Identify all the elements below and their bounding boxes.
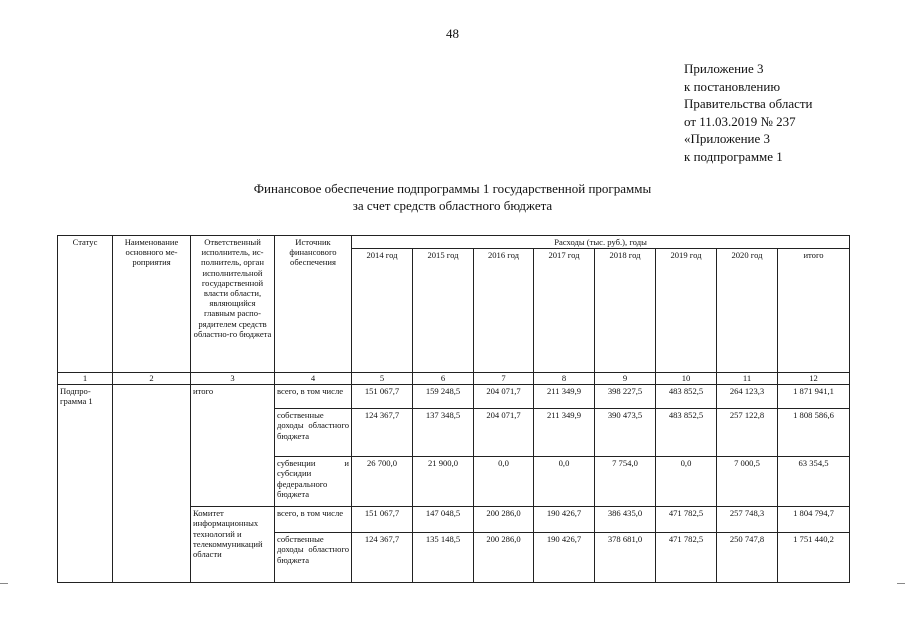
source-cell: всего, в том числе xyxy=(275,507,352,533)
value-cell: 390 473,5 xyxy=(595,409,656,457)
value-cell: 159 248,5 xyxy=(413,385,474,409)
value-cell: 135 148,5 xyxy=(413,533,474,583)
value-cell: 378 681,0 xyxy=(595,533,656,583)
value-cell: 471 782,5 xyxy=(656,533,717,583)
value-cell: 211 349,9 xyxy=(534,409,595,457)
value-cell: 190 426,7 xyxy=(534,507,595,533)
source-cell: собственные доходы областного бюджета xyxy=(275,533,352,583)
appendix-line: «Приложение 3 xyxy=(684,131,771,146)
title-line-2: за счет средств областного бюджета xyxy=(352,198,553,213)
appendix-line: Правительства области xyxy=(684,96,813,111)
header-expenses: Расходы (тыс. руб.), годы xyxy=(352,236,850,249)
value-cell: 386 435,0 xyxy=(595,507,656,533)
value-cell: 124 367,7 xyxy=(352,533,413,583)
scan-edge-mark xyxy=(897,583,905,584)
title-line-1: Финансовое обеспечение подпрограммы 1 государственной программы xyxy=(253,181,652,196)
value-cell: 26 700,0 xyxy=(352,457,413,507)
column-index: 2 xyxy=(113,373,191,385)
header-total: итого xyxy=(778,249,850,373)
total-cell: 1 808 586,6 xyxy=(778,409,850,457)
header-year: 2017 год xyxy=(534,249,595,373)
header-executor: Ответственный исполнитель, ис-полнитель, орган исполнительной государственной власти области, являющийся главным распо-рядителем средств областно-го бюджета xyxy=(191,236,275,373)
column-index: 8 xyxy=(534,373,595,385)
value-cell: 0,0 xyxy=(656,457,717,507)
page-number: 48 xyxy=(446,26,459,41)
column-index: 9 xyxy=(595,373,656,385)
value-cell: 250 747,8 xyxy=(717,533,778,583)
value-cell: 398 227,5 xyxy=(595,385,656,409)
value-cell: 7 754,0 xyxy=(595,457,656,507)
value-cell: 483 852,5 xyxy=(656,385,717,409)
header-name: Наименование основного ме-роприятия xyxy=(113,236,191,373)
value-cell: 190 426,7 xyxy=(534,533,595,583)
total-cell: 1 871 941,1 xyxy=(778,385,850,409)
total-cell: 1 751 440,2 xyxy=(778,533,850,583)
column-index: 3 xyxy=(191,373,275,385)
column-index: 1 xyxy=(58,373,113,385)
header-status: Статус xyxy=(58,236,113,373)
source-cell: всего, в том числе xyxy=(275,385,352,409)
value-cell: 124 367,7 xyxy=(352,409,413,457)
value-cell: 211 349,9 xyxy=(534,385,595,409)
value-cell: 0,0 xyxy=(474,457,534,507)
total-cell: 1 804 794,7 xyxy=(778,507,850,533)
scan-edge-mark xyxy=(0,583,8,584)
value-cell: 200 286,0 xyxy=(474,533,534,583)
value-cell: 151 067,7 xyxy=(352,385,413,409)
header-year: 2018 год xyxy=(595,249,656,373)
column-index-row xyxy=(58,373,850,385)
financing-table xyxy=(57,235,850,583)
header-year: 2020 год xyxy=(717,249,778,373)
value-cell: 200 286,0 xyxy=(474,507,534,533)
column-index: 10 xyxy=(656,373,717,385)
executor-cell: итого xyxy=(191,385,275,507)
header-source: Источник финансового обеспечения xyxy=(275,236,352,373)
value-cell: 204 071,7 xyxy=(474,385,534,409)
column-index: 5 xyxy=(352,373,413,385)
name-cell xyxy=(113,385,191,583)
value-cell: 204 071,7 xyxy=(474,409,534,457)
value-cell: 151 067,7 xyxy=(352,507,413,533)
value-cell: 471 782,5 xyxy=(656,507,717,533)
value-cell: 257 122,8 xyxy=(717,409,778,457)
value-cell: 147 048,5 xyxy=(413,507,474,533)
column-index: 11 xyxy=(717,373,778,385)
table-row xyxy=(58,385,850,409)
value-cell: 137 348,5 xyxy=(413,409,474,457)
column-index: 6 xyxy=(413,373,474,385)
column-index: 7 xyxy=(474,373,534,385)
value-cell: 257 748,3 xyxy=(717,507,778,533)
value-cell: 7 000,5 xyxy=(717,457,778,507)
column-index: 4 xyxy=(275,373,352,385)
header-year: 2019 год xyxy=(656,249,717,373)
appendix-line: Приложение 3 xyxy=(684,61,764,76)
value-cell: 21 900,0 xyxy=(413,457,474,507)
header-year: 2014 год xyxy=(352,249,413,373)
value-cell: 483 852,5 xyxy=(656,409,717,457)
column-index: 12 xyxy=(778,373,850,385)
status-cell: Подпро-грамма 1 xyxy=(58,385,113,583)
appendix-line: от 11.03.2019 № 237 xyxy=(684,113,796,129)
appendix-line: к подпрограмме 1 xyxy=(684,148,783,164)
value-cell: 0,0 xyxy=(534,457,595,507)
value-cell: 264 123,3 xyxy=(717,385,778,409)
total-cell: 63 354,5 xyxy=(778,457,850,507)
header-year: 2016 год xyxy=(474,249,534,373)
document-title xyxy=(0,180,905,214)
appendix-block xyxy=(684,60,884,165)
header-year: 2015 год xyxy=(413,249,474,373)
executor-cell: Комитет информационных технологий и телекоммуникаций области xyxy=(191,507,275,583)
appendix-line: к постановлению xyxy=(684,78,781,94)
source-cell: субвенции и субсидии федерального бюджета xyxy=(275,457,352,507)
source-cell: собственные доходы областного бюджета xyxy=(275,409,352,457)
